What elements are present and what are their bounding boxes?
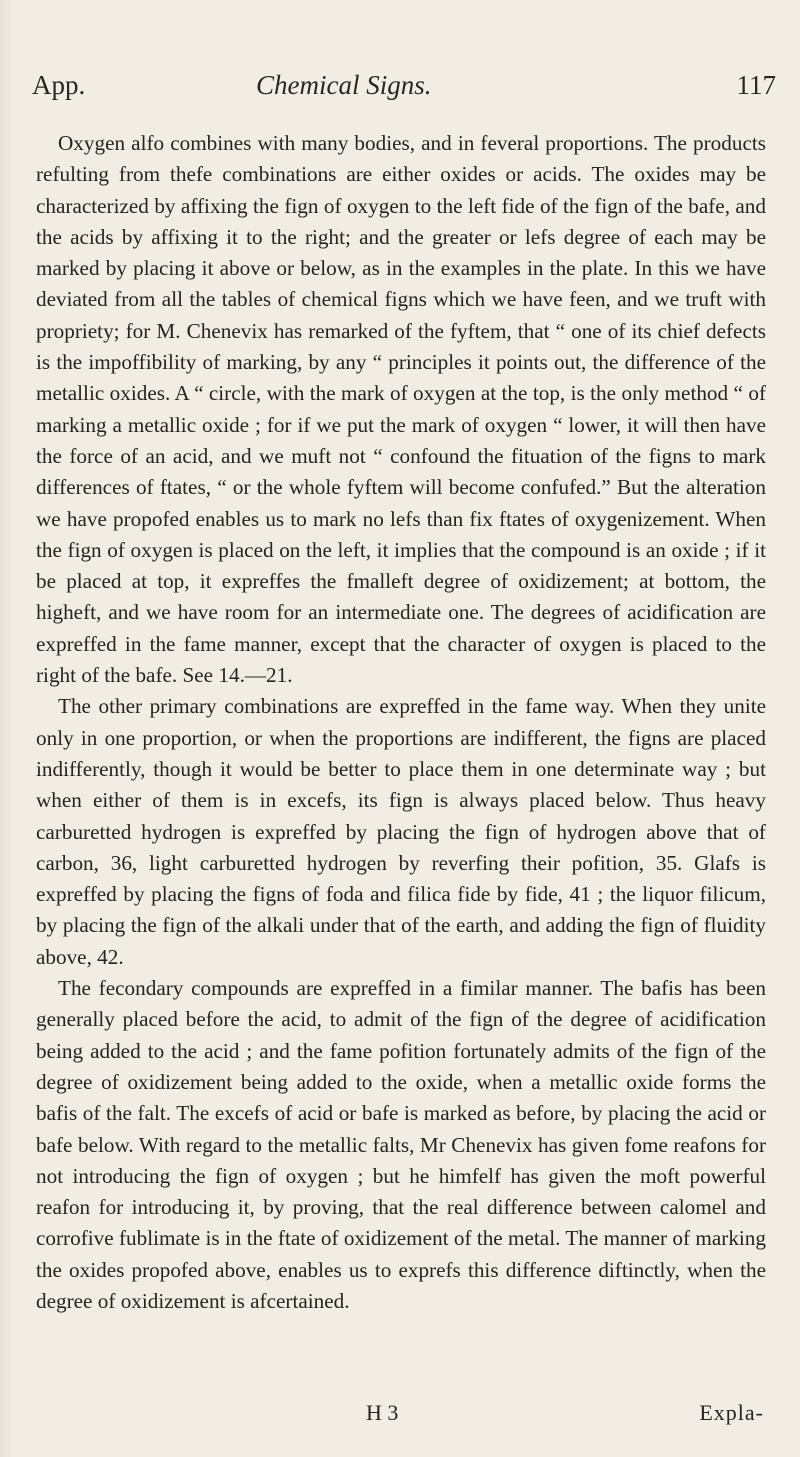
paragraph-primary-combinations: The other primary combinations are expreffed in the fame way. When they unite only in one proportion, or when the proportions are indifferent, the figns are placed indifferently, though it would be better to place them in one determinate way ; but when either of them is in excefs, its fign is always placed below. Thus heavy carburetted hydrogen is expreffed by placing the fign of hydrogen above that of carbon, 36, light carburetted hydrogen by reverfing their pofition, 35. Glafs is expreffed by placing the figns of foda and filica fide by fide, 41 ; the liquor filicum, by placing the fign of the alkali under that of the earth, and adding the fign of fluidity above, 42. — [36, 694, 766, 969]
running-head — [32, 70, 776, 110]
paragraph-oxygen-combinations: Oxygen alfo combines with many bodies, and in feveral proportions. The products refulting from thefe combinations are either oxides or acids. The oxides may be characterized by affixing the fign of oxygen to the left fide of the fign of the bafe, and the acids by affixing it to the right; and the greater or lefs degree of each may be marked by placing it above or below, as in the examples in the plate. In this we have deviated from all the tables of chemical figns which we have feen, and we truft with propriety; for M. Chenevix has remarked of the fyftem, that “ one of its chief defects is the impoffibility of marking, by any “ principles it points out, the difference of the metallic oxides. A “ circle, with the mark of oxygen at the top, is the only method “ of marking a metallic oxide ; for if we put the mark of oxygen “ lower, it will then have the force of an acid, and we muft not “ confound the fituation of the figns to mark differences of ftates, “ or the whole fyftem will become confufed.” But the alteration we have propofed enables us to mark no lefs than fix ftates of oxygenizement. When the fign of oxygen is placed on the left, it implies that the compound is an oxide ; if it be placed at top, it expreffes the fmalleft degree of oxidizement; at bottom, the higheft, and we have room for an intermediate one. The degrees of acidification are expreffed in the fame manner, except that the character of oxygen is placed to the right of the bafe. See 14.—21. — [36, 131, 766, 688]
page-number: 117 — [736, 70, 776, 100]
paragraph-secondary-compounds: The fecondary compounds are expreffed in a fimilar manner. The bafis has been generally placed before the acid, to admit of the fign of the degree of acidification being added to the acid ; and the fame pofition fortunately admits of the fign of the degree of oxidizement being added to the oxide, when a metallic oxide forms the bafis of the falt. The excefs of acid or bafe is marked as before, by placing the acid or bafe below. With regard to the metallic falts, Mr Chenevix has given fome reafons for not introducing the fign of oxygen ; but he himfelf has given the moft powerful reafon for introducing it, by proving, that the real difference between calomel and corrofive fublimate is in the ftate of oxidizement of the metal. The manner of marking the oxides propofed above, enables us to exprefs this difference diftinctly, when the degree of oxidizement is afcertained. — [36, 976, 766, 1313]
page-footer — [36, 1400, 766, 1432]
section-title: Chemical Signs. — [256, 70, 432, 100]
catchword: Expla- — [699, 1400, 764, 1425]
page-fold-shadow — [0, 0, 14, 1457]
signature-mark: H 3 — [366, 1400, 399, 1425]
body-text — [36, 128, 766, 1317]
appendix-label: App. — [32, 70, 86, 100]
